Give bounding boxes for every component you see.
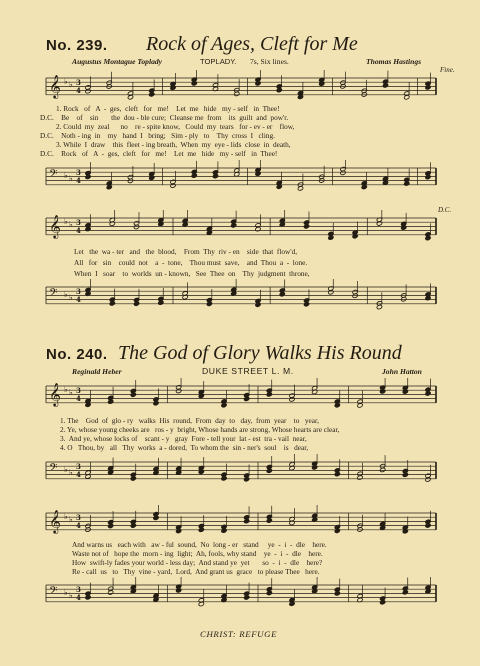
- lyric-line: Re - call us to Thy vine - yard, Lord, And grant us grace to please Thee here.: [72, 567, 320, 576]
- hymn-240-words-credit: Reginald Heber: [72, 367, 122, 376]
- svg-text:𝄢: 𝄢: [49, 585, 58, 600]
- hymn-240-system-2-treble-staff: [0, 505, 480, 545]
- hymn-239-meter: 7s, Six lines.: [250, 57, 289, 66]
- lyric-line: How swift-ly fades your world - less day; And stand ye yet so - i - dle here?: [72, 558, 323, 567]
- svg-text:♭: ♭: [69, 80, 73, 89]
- lyric-line: All for sin could not a - tone, Thou must save, and Thou a - lone.: [74, 258, 308, 267]
- hymn-239-system-1-bass-staff: [0, 160, 480, 200]
- svg-text:𝄢: 𝄢: [49, 287, 58, 302]
- svg-text:4: 4: [76, 226, 81, 235]
- lyric-line: And warns us each with aw - ful sound, No long - er stand ye - i - dle here.: [72, 540, 327, 549]
- svg-text:4: 4: [76, 295, 81, 304]
- svg-text:♭: ♭: [64, 290, 68, 299]
- hymn-240-system-1-treble-staff: [0, 378, 480, 418]
- lyric-line: When I soar to worlds un - known, See Thee on Thy judgment throne,: [74, 269, 310, 278]
- hymn-240-system-2-bass-staff: [0, 577, 480, 617]
- svg-text:♭: ♭: [64, 385, 68, 394]
- svg-text:3: 3: [76, 287, 81, 296]
- hymn-240-number: No. 240.: [46, 346, 108, 363]
- svg-text:♭: ♭: [69, 220, 73, 229]
- da-capo-mark: D.C.: [438, 206, 452, 214]
- svg-text:4: 4: [76, 394, 81, 403]
- svg-text:3: 3: [76, 386, 81, 395]
- hymn-240-title: The God of Glory Walks His Round: [118, 342, 402, 364]
- lyric-line: Waste not of hope the morn - ing light; Ah, fools, why stand ye - i - dle here.: [72, 549, 323, 558]
- svg-text:♭: ♭: [69, 388, 73, 397]
- hymn-239-number: No. 239.: [46, 37, 108, 54]
- hymn-239-system-2-treble-staff: [0, 210, 480, 250]
- lyric-line: 4. O Thou, by all Thy works a - dored, To whom the sin - ner's soul is dear,: [60, 443, 309, 452]
- lyric-line: D.C. Be of sin the dou - ble cure; Cleanse me from its guilt and pow'r.: [40, 113, 289, 122]
- hymn-239-tune-name: TOPLADY.: [200, 57, 237, 66]
- svg-text:♭: ♭: [69, 293, 73, 302]
- svg-text:𝄢: 𝄢: [49, 168, 58, 183]
- svg-text:♭: ♭: [69, 515, 73, 524]
- svg-text:♭: ♭: [69, 591, 73, 600]
- lyric-line: Let the wa - ter and the blood, From Thy riv - en side that flow'd,: [74, 247, 298, 256]
- svg-text:4: 4: [76, 86, 81, 95]
- lyric-line: 1. Rock of A - ges, cleft for me! Let me hide my - self in Thee!: [56, 104, 280, 113]
- svg-text:4: 4: [76, 470, 81, 479]
- svg-text:𝄞: 𝄞: [49, 214, 61, 238]
- hymn-239-title: Rock of Ages, Cleft for Me: [146, 33, 358, 55]
- svg-text:3: 3: [76, 462, 81, 471]
- svg-text:♭: ♭: [64, 588, 68, 597]
- lyric-line: 2. Could my zeal no re - spite know, Could my tears for - ev - er flow,: [56, 122, 295, 131]
- svg-text:3: 3: [76, 218, 81, 227]
- hymn-240-system-1-bass-staff: [0, 454, 480, 494]
- svg-text:3: 3: [76, 78, 81, 87]
- svg-text:4: 4: [76, 176, 81, 185]
- svg-text:♭: ♭: [69, 174, 73, 183]
- svg-text:♭: ♭: [64, 465, 68, 474]
- svg-text:♭: ♭: [64, 512, 68, 521]
- fine-mark: Fine.: [440, 66, 455, 74]
- lyric-line: D.C. Noth - ing in my hand I bring; Sim - ply to Thy cross I cling.: [40, 131, 275, 140]
- svg-text:♭: ♭: [64, 77, 68, 86]
- hymn-239-words-credit: Augustus Montague Toplady: [72, 57, 163, 66]
- svg-text:♭: ♭: [64, 217, 68, 226]
- svg-text:𝄞: 𝄞: [49, 382, 61, 406]
- svg-text:𝄢: 𝄢: [49, 462, 58, 477]
- section-footer: CHRIST: REFUGE: [200, 629, 278, 639]
- svg-text:3: 3: [76, 513, 81, 522]
- svg-text:♭: ♭: [64, 171, 68, 180]
- hymn-240-tune-name: DUKE STREET L. M.: [202, 366, 294, 376]
- hymn-240-music-credit: John Hatton: [382, 367, 422, 376]
- svg-text:𝄞: 𝄞: [49, 509, 61, 533]
- lyric-line: 3. And ye, whose locks of scant - y gray Fore - tell your lat - est tra - vail near,: [60, 434, 307, 443]
- svg-text:3: 3: [76, 168, 81, 177]
- svg-text:4: 4: [76, 521, 81, 530]
- hymn-239-music-credit: Thomas Hastings: [366, 57, 422, 66]
- lyric-line: D.C. Rock of A - ges, cleft for me! Let me hide my - self in Thee!: [40, 149, 278, 158]
- svg-text:𝄞: 𝄞: [49, 74, 61, 98]
- svg-text:3: 3: [76, 585, 81, 594]
- svg-text:♭: ♭: [69, 468, 73, 477]
- lyric-line: 2. Ye, whose young cheeks are ros - y bright, Whose hands are strong, Whose hearts are clear,: [60, 425, 340, 434]
- svg-text:4: 4: [76, 593, 81, 602]
- lyric-line: 1. The God of glo - ry walks His round, From day to day, from year to year,: [60, 416, 319, 425]
- lyric-line: 3. While I draw this fleet - ing breath, When my eye - lids close in death,: [56, 140, 291, 149]
- hymn-239-system-2-bass-staff: [0, 279, 480, 319]
